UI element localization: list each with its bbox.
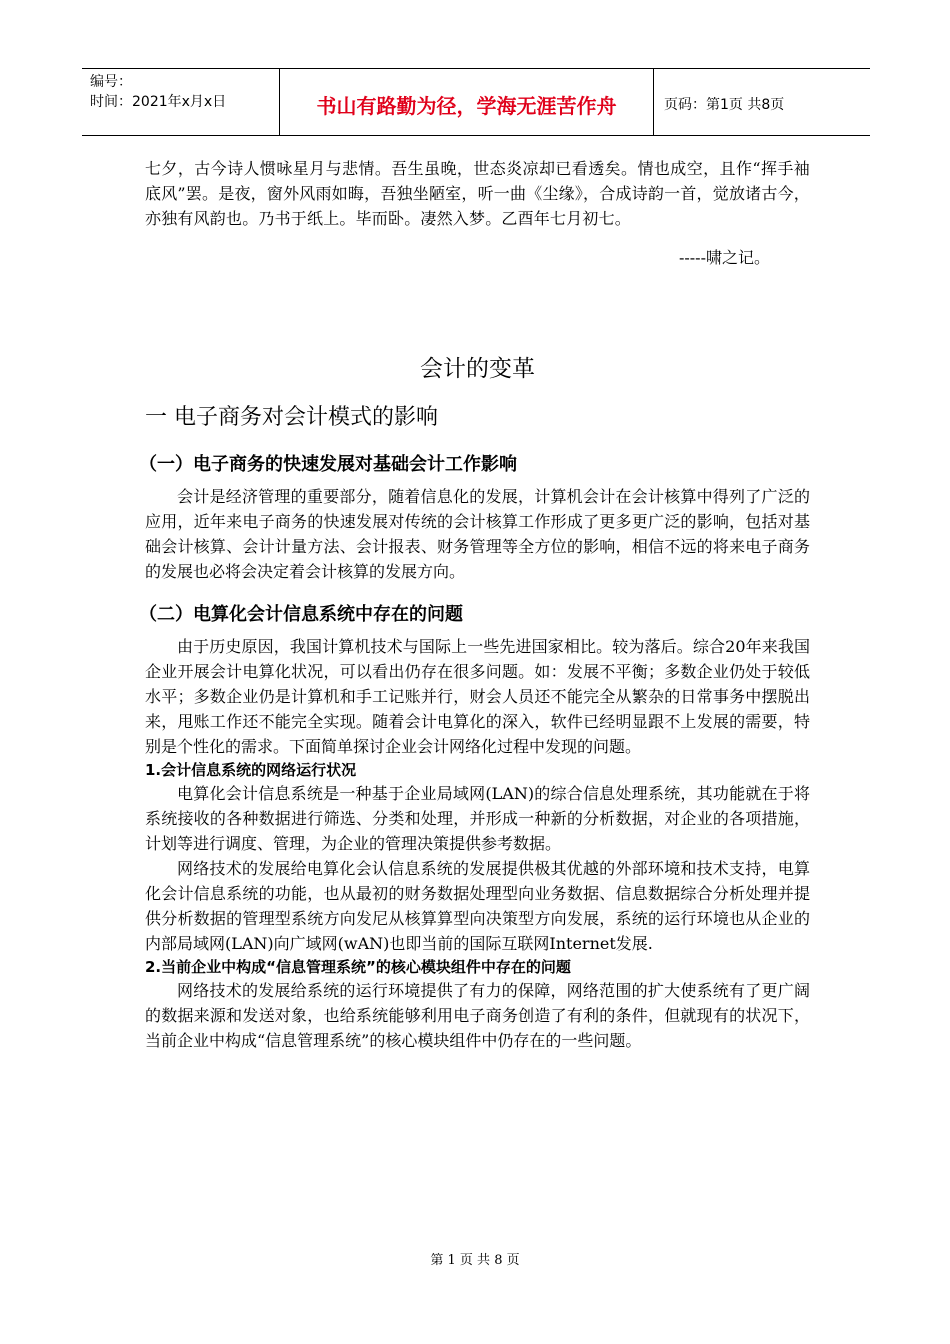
item-1-paragraph-1: 电算化会计信息系统是一种基于企业局域网(LAN)的综合信息处理系统，其功能就在于将系统接收的各种数据进行筛选、分类和处理，并形成一种新的分析数据，对企业的各项措施，计划等进行调度、管理，为企业的管理决策提供参考数据。 (145, 784, 810, 853)
header-motto: 书山有路勤为径，学海无涯苦作舟 (280, 69, 654, 135)
page-footer: 第 1 页 共 8 页 (430, 1253, 520, 1268)
item-1-paragraph-2: 网络技术的发展给电算化会认信息系统的发展提供极其优越的外部环境和技术支持，电算化会计信息系统的功能，也从最初的财务数据处理型向业务数据、信息数据综合分析处理并提供分析数据的管理型系统方向发尼从核算算型向决策型方向发展，系统的运行环境也从企业的内部局域网(LAN)向广域网(wAN)也即当前的国际互联网Internet发展. (145, 859, 810, 953)
section-heading-1: 一 电子商务对会计模式的影响 (145, 405, 438, 430)
intro-signature: -----啸之记。 (678, 248, 770, 267)
document-title: 会计的变革 (420, 356, 535, 382)
intro-paragraph: 七夕，古今诗人惯咏星月与悲情。吾生虽晚，世态炎凉却已看透矣。情也成空，且作“挥手袖底风”罢。是夜，窗外风雨如晦，吾独坐陋室，听一曲《尘缘》，合成诗韵一首，觉放诸古今，亦独有风韵也。乃书于纸上。毕而卧。凄然入梦。乙酉年七月初七。 (145, 159, 810, 228)
subsection-heading-2: （二）电算化会计信息系统中存在的问题 (139, 604, 463, 625)
subsection-2-paragraph: 由于历史原因，我国计算机技术与国际上一些先进国家相比。较为落后。综合20年来我国企业开展会计电算化状况，可以看出仍存在很多问题。如：发展不平衡；多数企业仍处于较低水平；多数企业仍是计算机和手工记账并行，财会人员还不能完全从繁杂的日常事务中摆脱出来，甩账工作还不能完全实现。随着会计电算化的深入，软件已经明显跟不上发展的需要，特别是个性化的需求。下面简单探讨企业会计网络化过程中发现的问题。 (145, 637, 810, 756)
item-2-paragraph: 网络技术的发展给系统的运行环境提供了有力的保障，网络范围的扩大使系统有了更广阔的数据来源和发送对象，也给系统能够利用电子商务创造了有利的条件，但就现有的状况下，当前企业中构成“信息管理系统”的核心模块组件中仍存在的一些问题。 (145, 981, 810, 1050)
number-label: 编号： (90, 74, 132, 90)
document-body (139, 156, 810, 1053)
subsection-1-paragraph: 会计是经济管理的重要部分，随着信息化的发展，计算机会计在会计核算中得列了广泛的应用，近年来电子商务的快速发展对传统的会计核算工作形成了更多更广泛的影响，包括对基础会计核算、会计计量方法、会计报表、财务管理等全方位的影响，相信不远的将来电子商务的发展也必将会决定着会计核算的发展方向。 (145, 487, 810, 581)
item-heading-2: 2.当前企业中构成“信息管理系统”的核心模块组件中存在的问题 (145, 958, 571, 976)
header-meta (82, 69, 280, 135)
date-label: 时间：2021年x月x日 (90, 94, 227, 110)
header-table (82, 68, 870, 136)
item-heading-1: 1.会计信息系统的网络运行状况 (145, 761, 357, 779)
header-page-info: 页码：第1页 共8页 (664, 97, 785, 113)
subsection-heading-1: （一）电子商务的快速发展对基础会计工作影响 (139, 454, 517, 475)
